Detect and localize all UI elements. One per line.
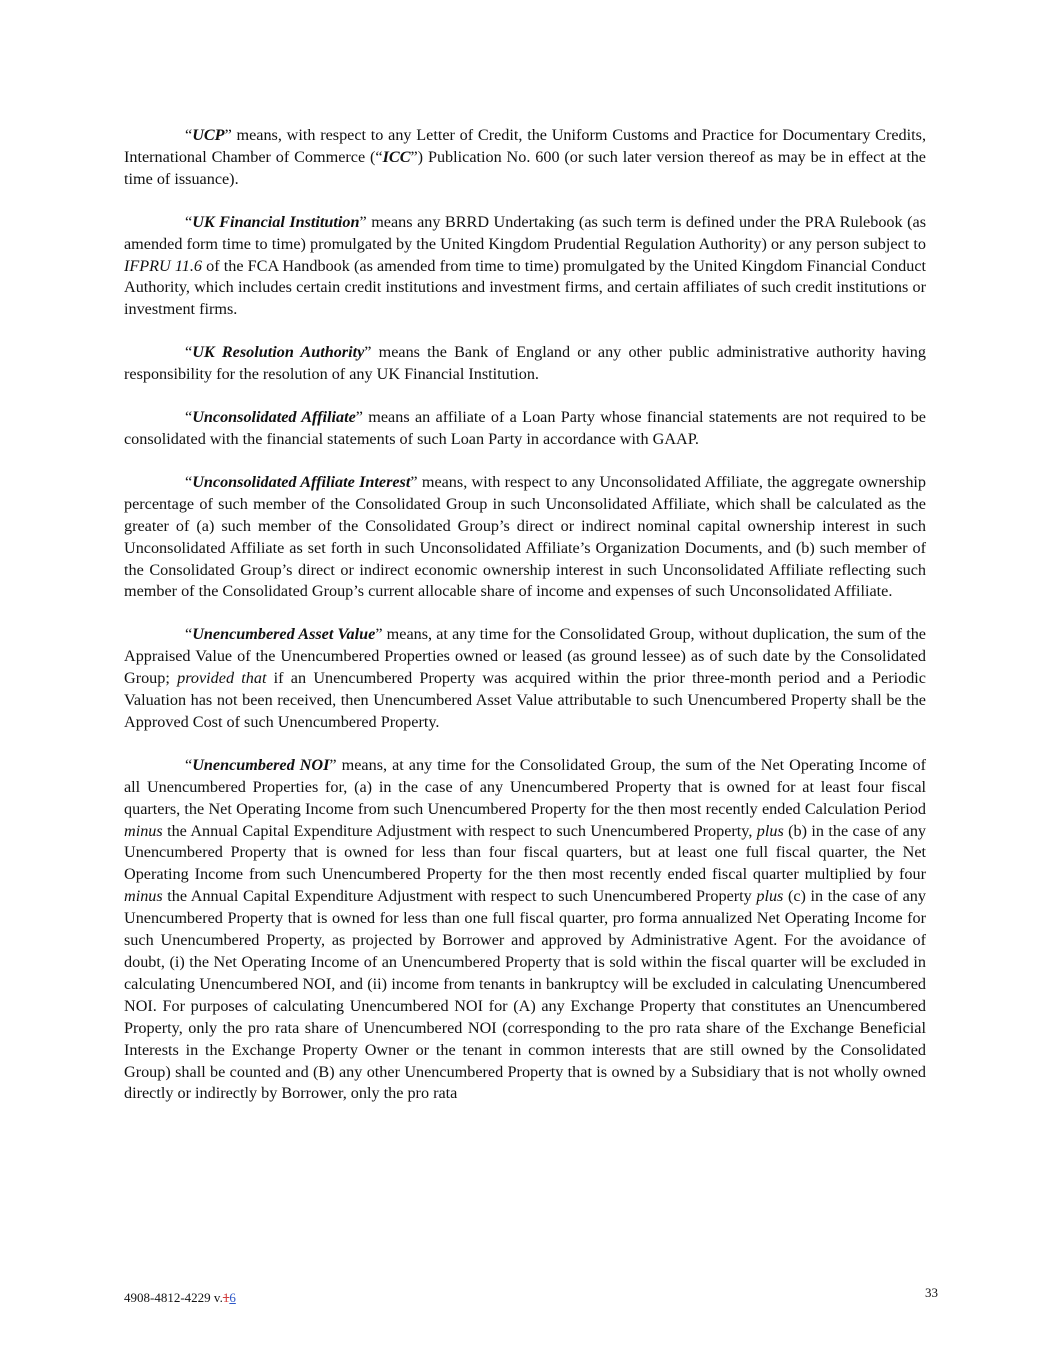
document-id: 4908-4812-4229 v. <box>124 1290 223 1305</box>
definition-text: ” means, with respect to any Unconsolidated Affiliate, the aggregate ownership percentage of such member of the Consolidated Group in such Unconsolidated Affiliate, which shall be calculated as the greater of (a) such member of the Consolidated Group’s direct or indirect nominal capital ownership interest in such Unconsolidated Affiliate as set forth in such Unconsolidated Affiliate’s Organization Documents, and (b) such member of the Consolidated Group’s direct or indirect economic ownership interest in such Unconsolidated Affiliate reflecting such member of the Consolidated Group’s current allocable share of income and expenses of such Unconsolidated Affiliate. <box>124 472 927 601</box>
defined-term: Unconsolidated Affiliate <box>192 408 356 427</box>
definition-text: ” means, with respect to any Letter of Credit, the Uniform Customs and Practice for Documentary Credits, International Chamber of Commerce (“ <box>124 126 926 166</box>
definition-text: (c) in the case of any Unencumbered Property that is owned for less than one full fiscal quarter, pro forma annualized Net Operating Income for such Unencumbered Property, as projected by Borrower and approved by Administrative Agent. For the avoidance of doubt, (i) the Net Operating Income of an Unencumbered Property that is sold within the fiscal quarter will be excluded in calculating Unencumbered NOI, and (ii) income from tenants in bankruptcy will be excluded in calculating Unencumbered NOI. For purposes of calculating Unencumbered NOI for (A) any Exchange Property that constitutes an Unencumbered Property, only the pro rata share of Unencumbered NOI (corresponding to the pro rata share of the Exchange Beneficial Interests in the Exchange Property Owner or the tenant in common interests that are still owned by the Consolidated Group) shall be counted and (B) any other Unencumbered Property that is owned by a Subsidiary that is not wholly owned directly or indirectly by Borrower, only the pro rata <box>124 887 926 1103</box>
definition-text: “ <box>185 126 193 144</box>
definition-text: if an Unencumbered Property was acquired within the prior three-month period and a Periodic Valuation has not been received, then Unencumbered Asset Value attributable to such Unencumbered Property shall be the Approved Cost of such Unencumbered Property. <box>124 669 926 731</box>
definition-text: “ <box>185 408 193 427</box>
definition-text: ” means any BRRD Undertaking (as such term is defined under the PRA Rulebook (as amended form time to time) promulgated by the United Kingdom Prudential Regulation Authority) or any person subject to <box>124 212 926 253</box>
definition-text: ” means an affiliate of a Loan Party whose financial statements are not required to be consolidated with the financial statements of such Loan Party in accordance with GAAP. <box>124 408 926 448</box>
definition-text: the Annual Capital Expenditure Adjustment with respect to such Unencumbered Property <box>162 887 757 906</box>
italic-text: plus <box>756 821 784 840</box>
definition-text: “ <box>185 212 193 231</box>
document-id-footer <box>124 1290 236 1306</box>
italic-text: minus <box>124 821 163 840</box>
definition-unconsolidated-affiliate-interest <box>124 472 926 603</box>
definition-text: ” means, at any time for the Consolidated Group, the sum of the Net Operating Income of all Unencumbered Properties for, (a) in the case of any Unencumbered Property that is owned for at least four fiscal quarters, the Net Operating Income from such Unencumbered Property for the then most recently ended Calculation Period <box>124 755 926 818</box>
defined-term: UK Financial Institution <box>192 212 360 231</box>
definition-text: the Annual Capital Expenditure Adjustment with respect to such Unencumbered Property, <box>162 821 757 840</box>
definition-unencumbered-noi <box>124 755 926 1106</box>
definition-text: “ <box>185 625 193 644</box>
version-deleted: 1 <box>222 1290 230 1305</box>
definition-text: ”) Publication No. 600 (or such later version thereof as may be in effect at the time of issuance). <box>124 147 926 188</box>
definition-uk-financial-institution <box>124 212 926 322</box>
defined-term: Unconsolidated Affiliate Interest <box>192 472 411 491</box>
defined-term: Unencumbered NOI <box>192 755 330 774</box>
definition-text: ” means the Bank of England or any other public administrative authority having responsibility for the resolution of any UK Financial Institution. <box>124 343 926 384</box>
defined-term: Unencumbered Asset Value <box>192 625 376 644</box>
definition-text: ” means, at any time for the Consolidated Group, without duplication, the sum of the Appraised Value of the Unencumbered Properties owned or leased (as ground lessee) as of such date by the Consolidated Group; <box>124 625 926 688</box>
definition-unencumbered-asset-value <box>124 624 926 734</box>
italic-text: minus <box>124 887 163 906</box>
definition-text: “ <box>185 755 193 774</box>
definition-text: “ <box>185 343 193 362</box>
page-number: 33 <box>925 1285 938 1300</box>
defined-term: UCP <box>192 126 225 144</box>
document-body <box>124 125 926 1105</box>
definition-text: of the FCA Handbook (as amended from time to time) promulgated by the United Kingdom Financial Conduct Authority, which includes certain credit institutions and investment firms, and certain affiliates of such credit institutions or investment firms. <box>124 256 926 319</box>
definition-unconsolidated-affiliate <box>124 407 926 451</box>
defined-term: ICC <box>382 147 411 166</box>
defined-term: UK Resolution Authority <box>192 343 365 362</box>
italic-text: plus <box>756 887 784 906</box>
definition-text: (b) in the case of any Unencumbered Property that is owned for less than four fiscal quarters, but at least one full fiscal quarter, the Net Operating Income from such Unencumbered Property for the then most recently ended fiscal quarter multiplied by four <box>124 821 927 884</box>
italic-text: IFPRU 11.6 <box>124 256 203 275</box>
definition-text: “ <box>185 472 193 491</box>
definition-ucp <box>124 125 926 191</box>
italic-text: provided that <box>177 669 267 688</box>
definition-uk-resolution-authority <box>124 342 926 386</box>
version-inserted: 6 <box>229 1290 236 1305</box>
